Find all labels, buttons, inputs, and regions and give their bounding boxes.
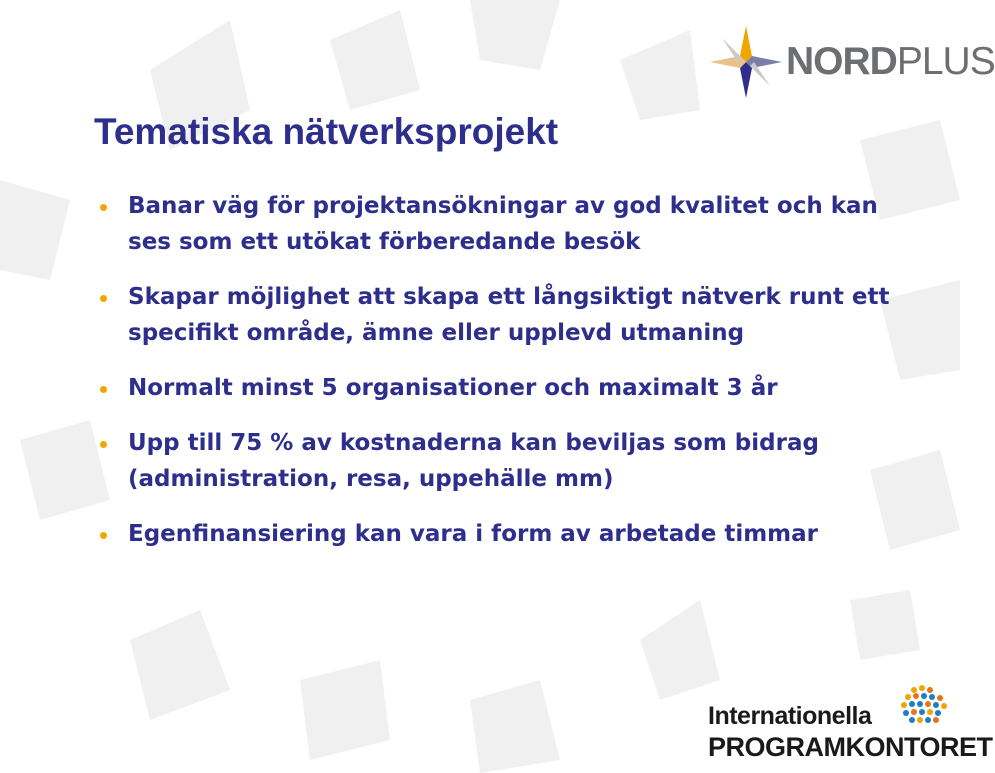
bullet-text: Egenfinansiering kan vara i form av arbetade timmar [128, 521, 819, 547]
bullet-item [98, 370, 898, 406]
bullet-text: Banar väg för projektansökningar av god kvalitet och kan ses som ett utökat förberedande besök [128, 193, 878, 255]
bullet-text: Upp till 75 % av kostnaderna kan beviljas som bidrag (administration, resa, uppehälle mm) [128, 430, 819, 492]
bullet-item [98, 425, 898, 497]
bullet-text: Normalt minst 5 organisationer och maximalt 3 år [128, 375, 778, 401]
bullet-item [98, 188, 898, 260]
bullet-dot-icon [100, 204, 107, 211]
bullet-dot-icon [100, 532, 107, 539]
nordplus-star-icon [708, 22, 784, 102]
bullet-list [98, 188, 898, 571]
bullet-dot-icon [100, 386, 107, 393]
bullet-item [98, 516, 898, 552]
nordplus-logo [708, 22, 995, 102]
slide-title: Tematiska nätverksprojekt [94, 111, 559, 152]
ipk-line2: PROGRAMKONTORET [708, 732, 993, 762]
globe-dots-icon [894, 682, 950, 730]
programkontoret-logo [708, 682, 993, 768]
ipk-line1: Internationella [708, 702, 872, 730]
nordplus-wordmark: NORDPLUS [786, 40, 995, 83]
bullet-text: Skapar möjlighet att skapa ett långsiktigt nätverk runt ett specifikt område, ämne eller upplevd utmaning [128, 284, 890, 346]
bullet-dot-icon [100, 295, 107, 302]
bullet-dot-icon [100, 441, 107, 448]
bullet-item [98, 279, 898, 351]
